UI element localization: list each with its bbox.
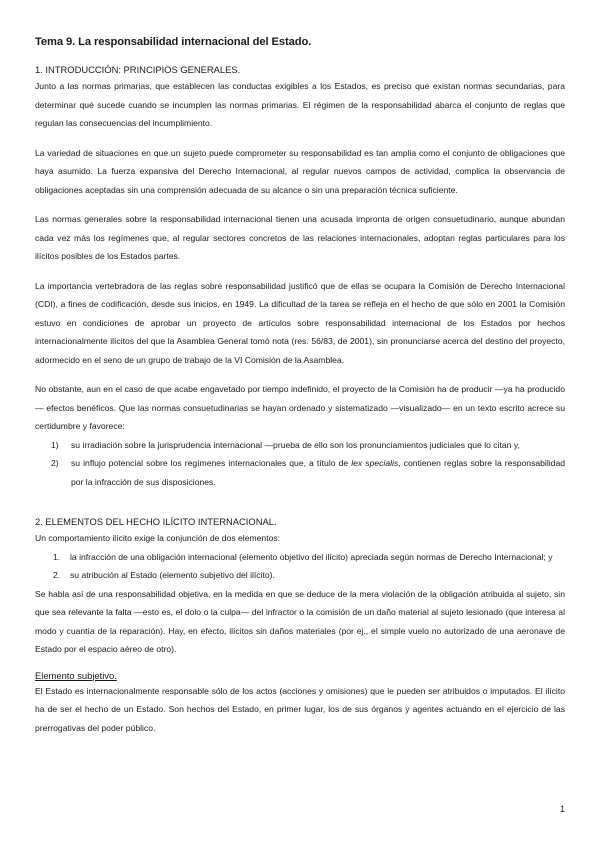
section-gap — [35, 502, 565, 516]
list-item-text: la infracción de una obligación internacional (elemento objetivo del ilícito) apreciada según normas de Derecho Internacional; y — [70, 551, 553, 562]
list-item-emphasis: lex specialis — [351, 458, 399, 468]
list-item — [35, 566, 565, 585]
list-item — [35, 436, 565, 455]
list-item — [35, 548, 565, 567]
list-item-number: 2) — [51, 458, 59, 468]
subsection-heading: Elemento subjetivo. — [35, 669, 117, 681]
list-item-text: su influjo potencial sobre los regímenes internacionales que, a título de — [71, 458, 352, 468]
section-1-list — [35, 436, 565, 492]
section-1-paragraph-5: No obstante, aun en el caso de que acabe engavetado por tiempo indefinido, el proyecto de la Comisión ha de producir —ya ha producido— efectos benéficos. Que las normas consuetudinarias se hayan ordenado y sistematizado —visualizado— en un texto escrito acrece su certidumbre y favorece: — [35, 384, 565, 431]
section-1-paragraph-1: Junto a las normas primarias, que establecen las conductas exigibles a los Estados, es preciso que existan normas secundarias, para determinar qué sucede cuando se incumplen las normas primarias. El régimen de la responsabilidad abarca el conjunto de reglas que regulan las consecuencias del incumplimiento. — [35, 81, 565, 128]
subsection-paragraph: El Estado es internacionalmente responsable sólo de los actos (acciones y omisiones) que le pueden ser atribuidos o imputados. El ilícito ha de ser el hecho de un Estado. Son hechos del Estado, en primer lugar, los de sus órganos y agentes actuando en el ejercicio de las prerrogativas del poder público. — [35, 685, 565, 733]
section-2-heading: 2. ELEMENTOS DEL HECHO ILÍCITO INTERNACIONAL. — [35, 516, 277, 527]
section-1-paragraph-3: Las normas generales sobre la responsabilidad internacional tienen una acusada impronta de origen consuetudinario, aunque abundan cada vez más los regímenes que, al regular sectores concretos de las relaciones internacionales, adoptan reglas particulares para los ilícitos posibles de los Estados partes. — [35, 214, 565, 261]
list-item-text-end: , contienen reglas sobre la responsabilidad por la infracción de sus disposiciones. — [71, 458, 565, 487]
list-item-text: su atribución al Estado (elemento subjetivo del ilícito). — [70, 570, 275, 580]
section-2-intro: Un comportamiento ilícito exige la conjunción de dos elementos: — [35, 533, 281, 543]
document-title: Tema 9. La responsabilidad internacional del Estado. — [35, 36, 312, 48]
section-2-list — [35, 548, 565, 585]
section-1-paragraph-2: La variedad de situaciones en que un sujeto puede comprometer su responsabilidad es tan amplia como el conjunto de obligaciones que haya asumido. La fuerza expansiva del Derecho Internacional, al regular nuevos campos de actividad, complica la observancia de obligaciones aceptadas sin una comprensión adecuada de su alcance o sin una preparación técnica suficiente. — [35, 147, 565, 195]
list-item-number: 1) — [51, 439, 59, 450]
list-item-number: 2. — [53, 570, 61, 580]
list-item-text: su irradiación sobre la jurisprudencia internacional —prueba de ello son los pronunciamientos judiciales que lo citan y, — [71, 439, 520, 450]
section-2-paragraph: Se habla así de una responsabilidad objetiva, en la medida en que se deduce de la mera violación de la obligación atribuida al sujeto, sin que sea relevante la falta —esto es, el dolo o la culpa— del infractor o la comisión de un daño material al sujeto lesionado (que interesa al modo y cuantía de la reparación). Hay, en efecto, ilícitos sin daños materiales (por ej., el simple vuelo no autorizado de una aeronave de Estado por el espacio aéreo de otro). — [35, 588, 565, 654]
section-1-heading: 1. INTRODUCCIÓN: PRINCIPIOS GENERALES. — [35, 64, 241, 75]
list-item — [35, 454, 565, 491]
section-1-paragraph-4: La importancia vertebradora de las reglas sobre responsabilidad justificó que de ellas se ocupara la Comisión de Derecho Internacional (CDI), a fines de codificación, desde sus inicios, en 1949. La dificultad de la tarea se refleja en el hecho de que sólo en 2001 la Comisión estuvo en condiciones de aprobar un proyecto de artículos sobre responsabilidad internacional de los Estados por hechos internacionalmente ilícitos del que la Asamblea General tomó nota (res. 56/83, de 2001), sin pronunciarse acerca del destino del proyecto, adormecido en el seno de un grupo de trabajo de la VI Comisión de la Asamblea. — [35, 280, 565, 365]
list-item-number: 1. — [53, 551, 61, 562]
page-number: 1 — [559, 804, 565, 814]
document-body — [35, 36, 565, 748]
